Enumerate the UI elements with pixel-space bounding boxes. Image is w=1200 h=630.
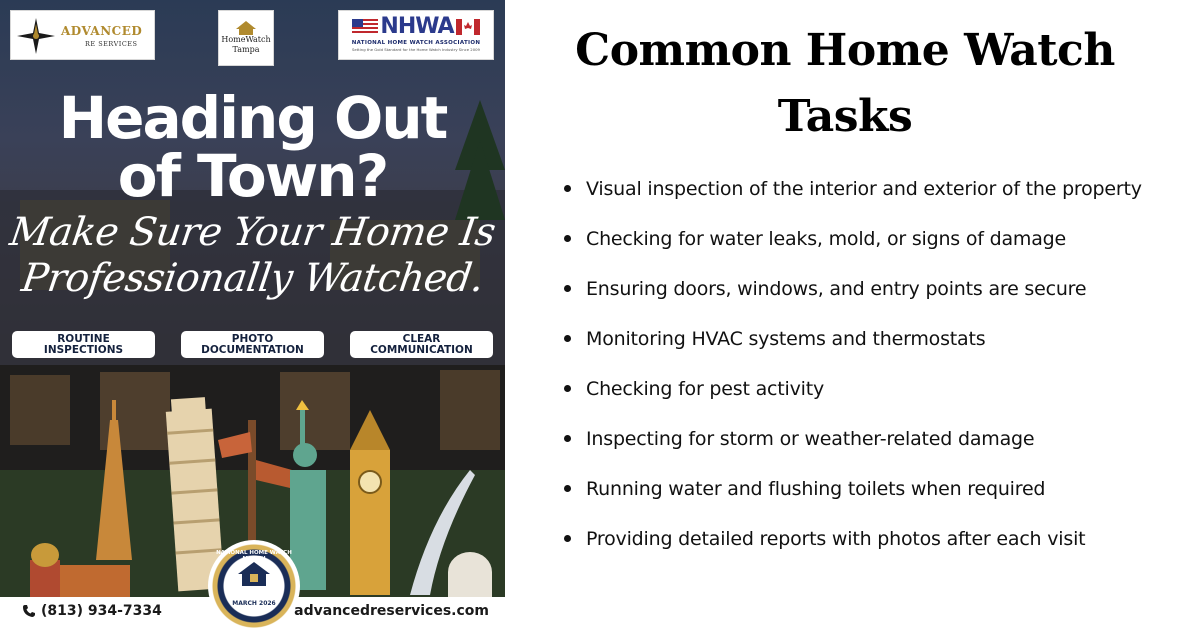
list-item — [564, 175, 1142, 225]
house-icon — [236, 21, 256, 35]
bullet-icon — [564, 485, 571, 492]
compass-icon — [17, 18, 55, 54]
national-home-watch-month-badge — [208, 540, 300, 630]
bullet-icon — [564, 285, 571, 292]
pill-label-line1: PHOTO — [231, 332, 274, 345]
script-tagline-line-2: Professionally Watched. — [18, 256, 487, 301]
task-text: Inspecting for storm or weather-related damage — [586, 428, 1035, 450]
task-text: Monitoring HVAC systems and thermostats — [586, 328, 986, 350]
phone-contact — [22, 603, 162, 619]
title-line-2: Tasks — [777, 91, 913, 142]
task-text: Checking for pest activity — [586, 378, 825, 400]
canada-flag-icon — [456, 19, 480, 35]
bullet-icon — [564, 535, 571, 542]
bullet-icon — [564, 435, 571, 442]
task-list — [564, 175, 1142, 575]
promo-graphic — [0, 0, 505, 630]
homewatch-logo-line1: HomeWatch — [221, 35, 271, 44]
advanced-re-services-logo — [10, 10, 155, 60]
nhwa-full-name: NATIONAL HOME WATCH ASSOCIATION — [351, 40, 481, 46]
list-item — [564, 275, 1142, 325]
list-item — [564, 475, 1142, 525]
list-item — [564, 375, 1142, 425]
headline-line-1: Heading Out — [58, 84, 447, 152]
homewatch-logo-line2: Tampa — [232, 45, 260, 54]
advanced-logo-name: ADVANCED — [61, 24, 143, 38]
list-item — [564, 525, 1142, 575]
pill-clear-communication — [350, 331, 493, 358]
pill-label-line2: DOCUMENTATION — [201, 343, 304, 356]
homewatch-tampa-logo — [218, 10, 274, 66]
house-icon — [238, 562, 270, 586]
bullet-icon — [564, 335, 571, 342]
task-text: Checking for water leaks, mold, or signs of damage — [586, 228, 1067, 250]
pill-label-line1: ROUTINE — [57, 332, 110, 345]
us-flag-icon — [352, 19, 378, 35]
list-item — [564, 425, 1142, 475]
nhwa-tagline: Setting the Gold Standard for the Home Watch Industry Since 2009 — [352, 47, 480, 52]
bullet-icon — [564, 235, 571, 242]
title-line-1: Common Home Watch — [575, 25, 1115, 76]
badge-arc-text: NATIONAL HOME WATCH MONTH — [216, 550, 292, 562]
task-text: Visual inspection of the interior and exterior of the property — [586, 178, 1142, 200]
task-text: Running water and flushing toilets when required — [586, 478, 1046, 500]
pill-label-line1: CLEAR — [402, 332, 441, 345]
bullet-icon — [564, 185, 571, 192]
pill-routine-inspections — [12, 331, 155, 358]
pill-photo-documentation — [181, 331, 324, 358]
script-tagline-line-1: Make Sure Your Home Is — [7, 210, 499, 255]
page-title — [560, 18, 1130, 150]
list-item — [564, 325, 1142, 375]
advanced-logo-subtitle: RE SERVICES — [85, 40, 138, 48]
phone-number: (813) 934-7334 — [41, 603, 162, 619]
task-text: Ensuring doors, windows, and entry points are secure — [586, 278, 1087, 300]
website-url: advancedreservices.com — [294, 603, 489, 619]
nhwa-letters: NHWA — [380, 14, 454, 39]
list-item — [564, 225, 1142, 275]
task-text: Providing detailed reports with photos after each visit — [586, 528, 1086, 550]
badge-date: MARCH 2026 — [232, 600, 276, 607]
pill-label-line2: COMMUNICATION — [370, 343, 473, 356]
phone-icon — [22, 604, 36, 618]
nhwa-logo — [338, 10, 494, 60]
bullet-icon — [564, 385, 571, 392]
pill-label-line2: INSPECTIONS — [43, 343, 124, 356]
headline-line-2: of Town? — [117, 142, 388, 210]
